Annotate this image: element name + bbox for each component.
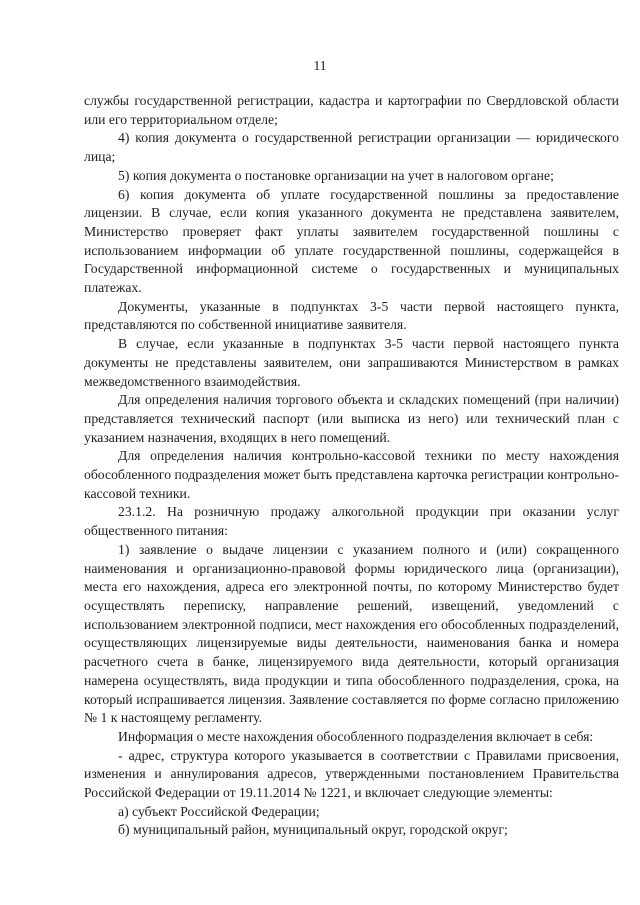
- paragraph-13: а) субъект Российской Федерации;: [118, 803, 320, 819]
- paragraph-5: Документы, указанные в подпунктах 3-5 части первой настоящего пункта, представляются по собственной инициативе заявителя.: [84, 298, 619, 333]
- paragraph-3: 5) копия документа о постановке организации на учет в налоговом органе;: [118, 167, 554, 183]
- paragraph-4: 6) копия документа об уплате государственной пошлины за предоставление лицензии. В случае, если копия указанного документа не представлена заявителем, Министерство проверяет факт уплаты заявителем государственной пошлины с использованием информации об уплате государственной пошлины, содержащейся в Государственной информационной системе о государственных и муниципальных платежах.: [84, 186, 619, 296]
- paragraph-1: службы государственной регистрации, кадастра и картографии по Свердловской области или его территориальном отделе;: [84, 93, 619, 127]
- document-body: [84, 92, 619, 840]
- paragraph-10: 1) заявление о выдаче лицензии с указанием полного и (или) сокращенного наименования и организационно-правовой формы юридического лица (организации), места его нахождения, адреса его электронной почты, по которому Министерство будет осуществлять переписку, направление решений, извещений, уведомлений с использованием электронной подписи, мест нахождения его обособленных подразделений, осуществляющих лицензируемые виды деятельности, наименования банка и номера расчетного счета в банке, лицензируемого вида деятельности, который организация намерена осуществлять, вида продукции и типа обособленного подразделения, срока, на который испрашивается лицензия. Заявление составляется по форме согласно приложению № 1 к настоящему регламенту.: [84, 541, 619, 726]
- paragraph-9: 23.1.2. На розничную продажу алкогольной продукции при оказании услуг общественного питания:: [84, 504, 619, 539]
- paragraph-2: 4) копия документа о государственной регистрации организации — юридического лица;: [84, 130, 619, 165]
- page-number: 11: [313, 58, 327, 73]
- paragraph-6: В случае, если указанные в подпунктах 3-5 части первой настоящего пункта документы не представлены заявителем, они запрашиваются Министерством в рамках межведомственного взаимодействия.: [84, 336, 619, 389]
- paragraph-8: Для определения наличия контрольно-кассовой техники по месту нахождения обособленного подразделения может быть представлена карточка регистрации контрольно-кассовой техники.: [84, 448, 619, 501]
- paragraph-12: - адрес, структура которого указывается в соответствии с Правилами присвоения, изменения и аннулирования адресов, утвержденными постановлением Правительства Российской Федерации от 19.11.2014 № 1221, и включает следующие элементы:: [84, 747, 619, 801]
- paragraph-14: б) муниципальный район, муниципальный округ, городской округ;: [118, 822, 508, 838]
- paragraph-11: Информация о месте нахождения обособленного подразделения включает в себя:: [118, 728, 594, 744]
- paragraph-7: Для определения наличия торгового объекта и складских помещений (при наличии) представляется технический паспорт (или выписка из него) или технический план с указанием назначения, входящих в него помещений.: [84, 392, 619, 445]
